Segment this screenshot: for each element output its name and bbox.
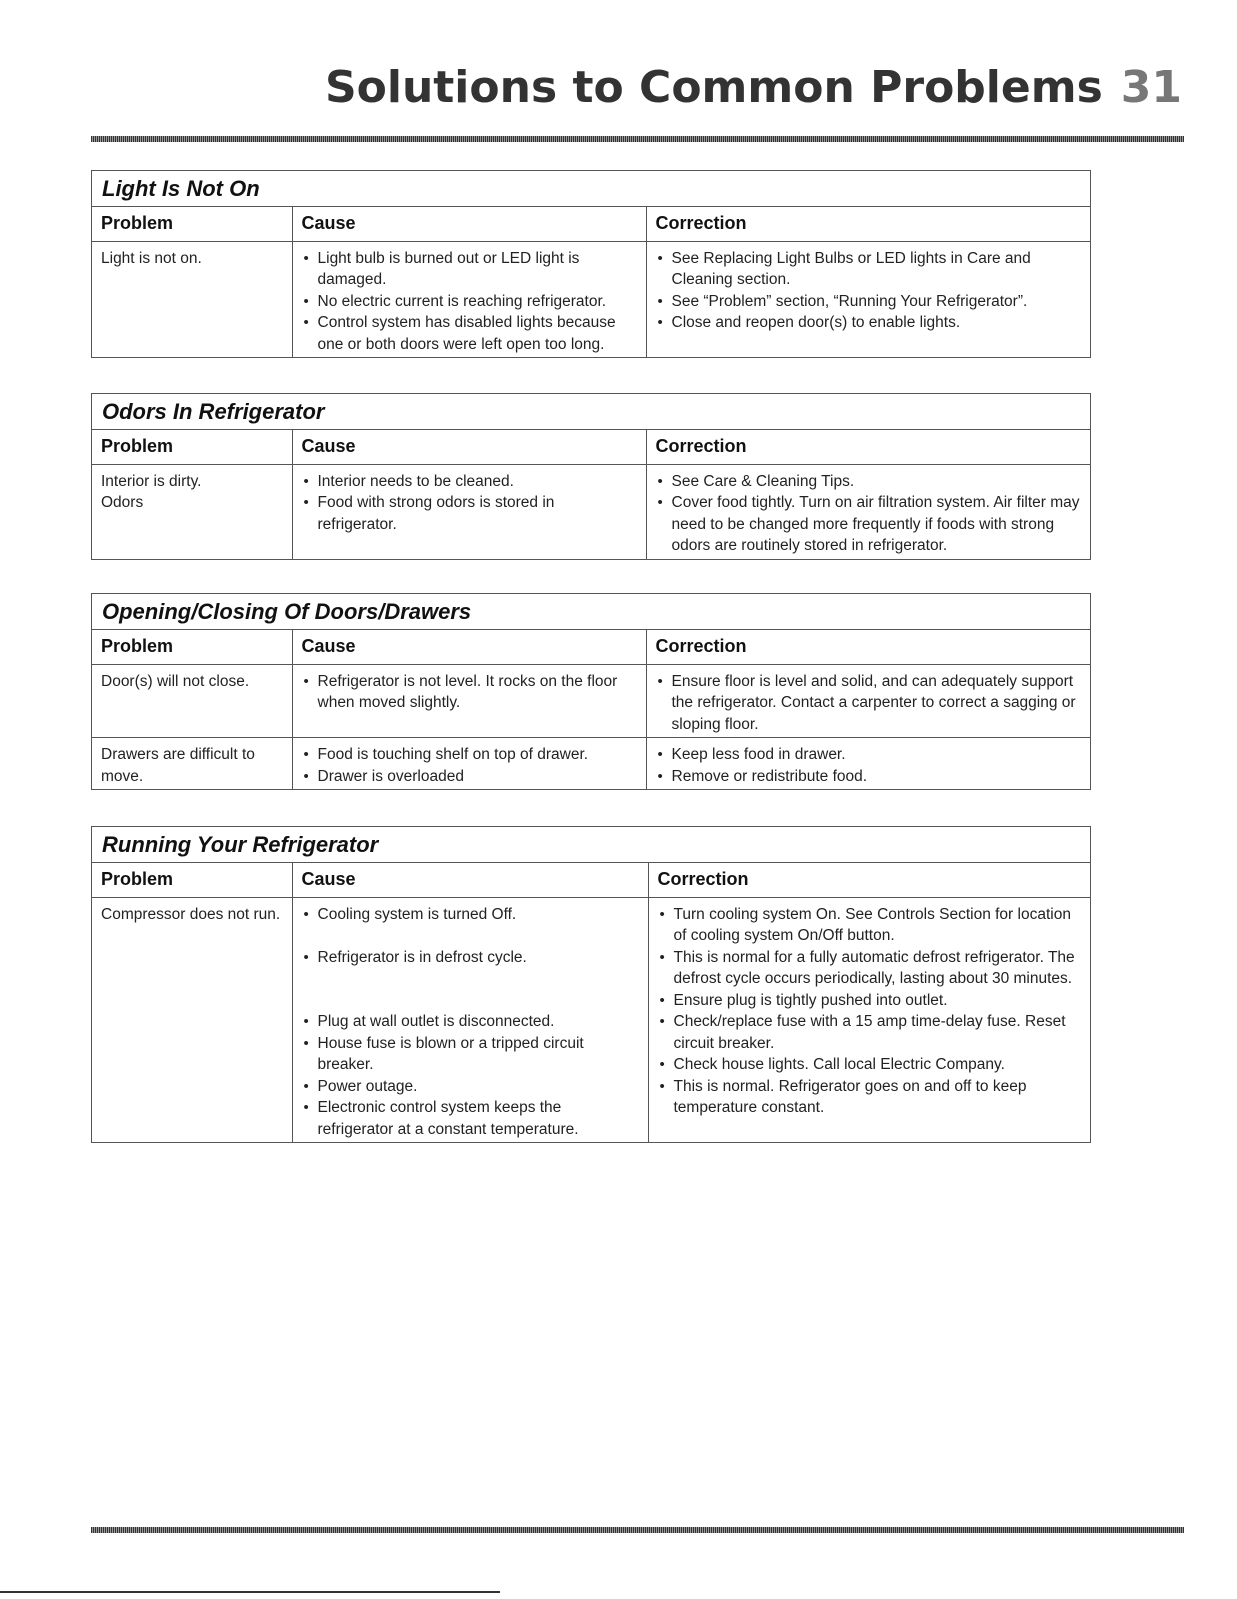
section-title: Light Is Not On (92, 171, 1090, 207)
correction-item: • Ensure floor is level and solid, and can adequately support the refrigerator. Contact a carpenter to correct a sagging or sloping floor. (656, 671, 1082, 736)
correction-item: • Turn cooling system On. See Controls Section for location of cooling system On/Off button. (658, 904, 1082, 947)
problem-cell (92, 897, 292, 1142)
section-light-not-on (91, 170, 1091, 358)
cause-cell (292, 464, 646, 559)
table-row (92, 241, 1090, 357)
cause-item: • Light bulb is burned out or LED light is damaged. (302, 248, 637, 291)
table-row (92, 897, 1090, 1142)
correction-cell (646, 241, 1090, 357)
page-header (0, 62, 1182, 113)
correction-cell (646, 738, 1090, 790)
cause-item: • Refrigerator is in defrost cycle. (302, 947, 639, 969)
page-title: Solutions to Common Problems (324, 62, 1103, 113)
cause-item: • Power outage. (302, 1076, 639, 1098)
footer-divider (91, 1527, 1184, 1533)
cause-item: • Refrigerator is not level. It rocks on the floor when moved slightly. (302, 671, 637, 714)
table-row (92, 664, 1090, 738)
column-header-problem: Problem (92, 430, 292, 464)
table-row (92, 738, 1090, 790)
section-title: Odors In Refrigerator (92, 394, 1090, 430)
correction-item: • Cover food tightly. Turn on air filtration system. Air filter may need to be changed more frequently if foods with strong odors are routinely stored in refrigerator. (656, 492, 1082, 557)
section-title: Opening/Closing Of Doors/Drawers (92, 594, 1090, 630)
cause-cell (292, 241, 646, 357)
cause-item: • No electric current is reaching refrigerator. (302, 291, 637, 313)
section-title: Running Your Refrigerator (92, 827, 1090, 863)
problem-text: Odors (101, 494, 144, 511)
column-header-problem: Problem (92, 207, 292, 241)
problem-text: Light is not on. (101, 249, 202, 267)
column-header-problem: Problem (92, 630, 292, 664)
header-divider (91, 136, 1184, 142)
cause-item: • Cooling system is turned Off. (302, 904, 639, 926)
cause-cell (292, 897, 648, 1142)
column-header-correction: Correction (646, 430, 1090, 464)
column-header-problem: Problem (92, 863, 292, 897)
column-header-cause: Cause (292, 630, 646, 664)
correction-item: • Remove or redistribute food. (656, 766, 1082, 788)
column-header-cause: Cause (292, 207, 646, 241)
problem-text: Drawers are difficult to move. (101, 746, 255, 785)
problem-cell (92, 241, 292, 357)
correction-cell (646, 464, 1090, 559)
section-running (91, 826, 1091, 1143)
correction-cell (646, 664, 1090, 738)
problem-text: Door(s) will not close. (101, 672, 250, 690)
column-header-correction: Correction (646, 207, 1090, 241)
cause-cell (292, 738, 646, 790)
correction-item: • This is normal. Refrigerator goes on and off to keep temperature constant. (658, 1076, 1082, 1119)
problem-text: Compressor does not run. (101, 905, 281, 923)
problem-cell (92, 664, 292, 738)
column-header-cause: Cause (292, 430, 646, 464)
correction-item: • Check house lights. Call local Electric Company. (658, 1054, 1082, 1076)
scan-edge-line (0, 1591, 500, 1593)
correction-item: • Ensure plug is tightly pushed into outlet. (658, 990, 1082, 1012)
correction-item: • Close and reopen door(s) to enable lights. (656, 312, 1082, 334)
correction-item: • Check/replace fuse with a 15 amp time-delay fuse. Reset circuit breaker. (658, 1011, 1082, 1054)
correction-cell (648, 897, 1090, 1142)
cause-item: • Electronic control system keeps the refrigerator at a constant temperature. (302, 1097, 639, 1140)
correction-item: • This is normal for a fully automatic defrost refrigerator. The defrost cycle occurs periodically, lasting about 30 minutes. (658, 947, 1082, 990)
correction-item: • See Replacing Light Bulbs or LED lights in Care and Cleaning section. (656, 248, 1082, 291)
table-row (92, 464, 1090, 559)
troubleshooting-table (92, 207, 1090, 357)
column-header-cause: Cause (292, 863, 648, 897)
cause-item: • Control system has disabled lights because one or both doors were left open too long. (302, 312, 637, 355)
troubleshooting-table (92, 630, 1090, 789)
problem-cell (92, 738, 292, 790)
cause-item: • Plug at wall outlet is disconnected. (302, 1011, 639, 1033)
correction-item: • See “Problem” section, “Running Your Refrigerator”. (656, 291, 1082, 313)
page-number: 31 (1120, 62, 1182, 113)
problem-text: Interior is dirty. (101, 472, 202, 490)
column-header-correction: Correction (646, 630, 1090, 664)
section-doors-drawers (91, 593, 1091, 790)
troubleshooting-table (92, 430, 1090, 559)
troubleshooting-table (92, 863, 1090, 1142)
correction-item: • Keep less food in drawer. (656, 744, 1082, 766)
cause-cell (292, 664, 646, 738)
section-odors (91, 393, 1091, 560)
cause-item: • Food with strong odors is stored in refrigerator. (302, 492, 637, 535)
problem-cell (92, 464, 292, 559)
cause-item: • Interior needs to be cleaned. (302, 471, 637, 493)
cause-item: • Drawer is overloaded (302, 766, 637, 788)
correction-item: • See Care & Cleaning Tips. (656, 471, 1082, 493)
cause-item: • House fuse is blown or a tripped circuit breaker. (302, 1033, 639, 1076)
cause-item: • Food is touching shelf on top of drawer. (302, 744, 637, 766)
column-header-correction: Correction (648, 863, 1090, 897)
